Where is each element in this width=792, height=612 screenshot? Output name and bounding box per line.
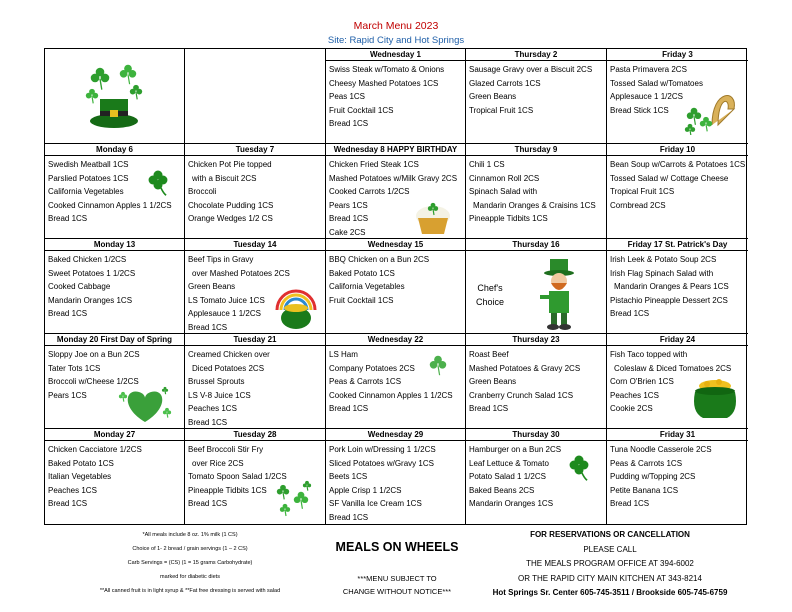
menu-items (185, 60, 325, 62)
menu-items (466, 61, 606, 117)
menu-item: Italian Vegetables (48, 472, 112, 482)
reservation-line: THE MEALS PROGRAM OFFICE AT 394-6002 (526, 559, 694, 568)
cupcake-icon (412, 194, 454, 239)
menu-item: Irish Flag Spinach Salad with (610, 268, 714, 278)
menu-item: Brussel Sprouts (188, 377, 245, 387)
day-header: Wednesday 1 (326, 49, 465, 61)
menu-item: Apple Crisp 1 1/2CS (329, 485, 402, 495)
menu-item: Applesauce 1 1/2CS (188, 309, 261, 319)
site-subtitle: Site: Rapid City and Hot Springs (327, 35, 465, 46)
menu-item: Bean Soup w/Carrots & Potatoes 1CS (610, 160, 746, 169)
day-header: Friday 31 (607, 429, 748, 441)
menu-items (326, 251, 465, 307)
menu-item: Sliced Potatoes w/Gravy 1CS (329, 458, 434, 468)
menu-item: Fruit Cocktail 1CS (329, 295, 394, 305)
day-header: Thursday 2 (466, 49, 606, 61)
day-header: Tuesday 21 (185, 334, 325, 346)
menu-item: Baked Potato 1CS (329, 268, 395, 278)
day-header: Wednesday 15 (326, 239, 465, 251)
menu-items (326, 61, 465, 131)
menu-item: Bread 1CS (329, 512, 369, 522)
menu-item: Cooked Cinnamon Apples 1 1/2CS (329, 390, 453, 400)
day-header: Friday 24 (607, 334, 748, 346)
menu-item: Baked Chicken 1/2CS (48, 255, 127, 264)
menu-item: Cake 2CS (329, 227, 366, 237)
menu-item: Peas & Carrots 1CS (329, 377, 402, 387)
menu-item: Bread 1CS (329, 404, 369, 414)
menu-item: Tropical Fruit 1CS (610, 187, 675, 197)
day-cell (326, 429, 466, 524)
menu-item: SF Vanilla Ice Cream 1CS (329, 499, 422, 509)
menu-item: Orange Wedges 1/2 CS (188, 214, 273, 224)
menu-item: Chocolate Pudding 1CS (188, 200, 274, 210)
menu-item: Pistachio Pineapple Dessert 2CS (610, 295, 728, 305)
day-header: Thursday 23 (466, 334, 606, 346)
menu-item: Tossed Salad w/ Cottage Cheese (610, 173, 729, 183)
day-cell (45, 334, 185, 429)
menu-item: Mandarin Oranges 1CS (48, 295, 133, 305)
menu-item: Peaches 1CS (48, 485, 97, 495)
menu-item: Chicken Fried Steak 1CS (329, 160, 419, 169)
menu-calendar (44, 48, 747, 525)
day-header: Thursday 30 (466, 429, 606, 441)
menu-item: Baked Potato 1CS (48, 458, 114, 468)
menu-item: with a Biscuit 2CS (192, 173, 257, 183)
menu-item: Bread 1CS (48, 309, 88, 319)
menu-item: Pears 1CS (329, 200, 368, 210)
menu-item: Mashed Potatoes w/Milk Gravy 2CS (329, 173, 458, 183)
menu-item: Cheesy Mashed Potatoes 1CS (329, 78, 439, 88)
menu-item: Beets 1CS (329, 472, 368, 482)
menu-item: Bread 1CS (188, 322, 228, 332)
day-cell (185, 334, 326, 429)
menu-item: Green Beans (469, 92, 517, 102)
program-name: MEALS ON WHEELS (335, 540, 459, 554)
menu-item: Tropical Fruit 1CS (469, 105, 534, 115)
reservation-info (470, 528, 750, 601)
footer-note: Carb Servings = (CS) (1 = 15 grams Carbohydrate) (127, 560, 253, 566)
menu-item: Mashed Potatoes & Gravy 2CS (469, 363, 581, 373)
day-header: Wednesday 22 (326, 334, 465, 346)
rainbow-pot-icon (273, 284, 319, 334)
menu-items (326, 441, 465, 524)
menu-items (45, 441, 184, 511)
menu-item: Pudding w/Topping 2CS (610, 472, 696, 482)
menu-item: BBQ Chicken on a Bun 2CS (329, 255, 430, 264)
menu-item: Chicken Pot Pie topped (188, 160, 272, 169)
menu-item: Mandarin Oranges 1CS (469, 499, 554, 509)
menu-item: Tater Tots 1CS (48, 363, 101, 373)
menu-item: Sloppy Joe on a Bun 2CS (48, 350, 140, 359)
day-cell (466, 144, 607, 239)
menu-item: Petite Banana 1CS (610, 485, 679, 495)
day-cell (185, 429, 326, 524)
menu-item: Spinach Salad with (469, 187, 538, 197)
menu-item: over Rice 2CS (192, 458, 244, 468)
day-header: Monday 20 First Day of Spring (45, 334, 184, 346)
day-cell (466, 239, 607, 334)
clover-icon (561, 447, 601, 496)
day-cell (185, 144, 326, 239)
day-header: Monday 13 (45, 239, 184, 251)
day-cell (326, 239, 466, 334)
menu-item: Corn O'Brien 1CS (610, 377, 674, 387)
menu-items (185, 156, 325, 226)
footer-note: *All meals include 8 oz. 1% milk (1 CS) (142, 532, 238, 538)
clover-icon (140, 162, 180, 211)
menu-item: Bread 1CS (610, 499, 650, 509)
footer-notes (60, 528, 320, 598)
menu-item: Green Beans (469, 377, 517, 387)
day-cell (466, 49, 607, 144)
day-cell (607, 429, 748, 524)
menu-item: Cooked Cinnamon Apples 1 1/2CS (48, 200, 172, 210)
menu-item: Peas 1CS (329, 92, 366, 102)
day-header: Thursday 9 (466, 144, 606, 156)
menu-item: Cornbread 2CS (610, 200, 666, 210)
menu-item: Peaches 1CS (188, 404, 237, 414)
menu-item: California Vegetables (329, 282, 405, 292)
menu-item: Pineapple Tidbits 1CS (188, 485, 267, 495)
menu-item: Bread 1CS (188, 499, 228, 509)
footer-note: **All canned fruit is in light syrup & **Fat free dressing is served with salad (99, 588, 281, 594)
menu-item: Peas & Carrots 1CS (610, 458, 683, 468)
menu-items (45, 251, 184, 321)
menu-items (607, 156, 748, 212)
day-cell (185, 239, 326, 334)
menu-items (466, 251, 606, 253)
day-header: Friday 10 (607, 144, 748, 156)
menu-item: Peaches 1CS (610, 390, 659, 400)
day-cell (45, 239, 185, 334)
menu-item: Company Potatoes 2CS (329, 363, 415, 373)
day-cell (45, 144, 185, 239)
menu-item: Swiss Steak w/Tomato & Onions (329, 65, 445, 74)
reservation-line: PLEASE CALL (583, 544, 637, 554)
menu-item: LS Ham (329, 350, 358, 359)
day-cell (45, 49, 185, 144)
menu-items (607, 251, 748, 321)
menu-item: Fruit Cocktail 1CS (329, 105, 394, 115)
day-cell (185, 49, 326, 144)
day-header (45, 49, 184, 60)
menu-items (466, 346, 606, 416)
day-header: Tuesday 7 (185, 144, 325, 156)
notice-line: CHANGE WITHOUT NOTICE*** (342, 587, 452, 596)
footer-note: marked for diabetic diets (160, 574, 220, 580)
menu-item: Beef Tips in Gravy (188, 255, 254, 264)
day-header (185, 49, 325, 60)
day-header: Wednesday 8 HAPPY BIRTHDAY (326, 144, 465, 156)
menu-item: Parslied Potatoes 1CS (48, 173, 129, 183)
menu-item: Bread Stick 1CS (610, 105, 669, 115)
menu-item: Mandarin Oranges & Pears 1CS (614, 282, 729, 292)
menu-item: Coleslaw & Diced Tomatoes 2CS (614, 363, 732, 373)
reservation-line: Hot Springs Sr. Center 605-745-3511 / Brookside 605-745-6759 (492, 588, 728, 597)
menu-item: Cranberry Crunch Salad 1CS (469, 390, 574, 400)
menu-item: Leaf Lettuce & Tomato (469, 458, 549, 468)
menu-item: Pears 1CS (48, 390, 87, 400)
day-header: Friday 17 St. Patrick's Day (607, 239, 748, 251)
menu-item: Sweet Potatoes 1 1/2CS (48, 268, 136, 278)
menu-item: LS V-8 Juice 1CS (188, 390, 251, 400)
notice-line: ***MENU SUBJECT TO (357, 574, 437, 583)
day-cell (326, 49, 466, 144)
reservation-heading: FOR RESERVATIONS OR CANCELLATION (530, 530, 690, 539)
menu-item: Bread 1CS (610, 309, 650, 319)
menu-item: Bread 1CS (329, 214, 369, 224)
menu-item: Pork Loin w/Dressing 1 1/2CS (329, 445, 436, 454)
menu-item: Chili 1 CS (469, 160, 505, 169)
menu-item: Bread 1CS (329, 119, 369, 129)
menu-item: Cooked Cabbage (48, 282, 111, 292)
menu-item: Baked Beans 2CS (469, 485, 535, 495)
menu-item: Cinnamon Roll 2CS (469, 173, 540, 183)
menu-notice (322, 572, 472, 598)
menu-item: Fish Taco topped with (610, 350, 688, 359)
menu-items (466, 156, 606, 226)
menu-item: Bread 1CS (469, 404, 509, 414)
chefs-choice (476, 281, 504, 309)
chefs-choice-line: Chef's (477, 283, 503, 293)
menu-item: Pineapple Tidbits 1CS (469, 214, 548, 224)
menu-item: Tuna Noodle Casserole 2CS (610, 445, 712, 454)
menu-item: Creamed Chicken over (188, 350, 270, 359)
day-cell (607, 334, 748, 429)
shamrock-cluster-icon (271, 479, 317, 524)
day-header: Wednesday 29 (326, 429, 465, 441)
day-cell (466, 429, 607, 524)
menu-item: Hamburger on a Bun 2CS (469, 445, 562, 454)
day-cell (326, 144, 466, 239)
menu-item: Potato Salad 1 1/2CS (469, 472, 546, 482)
footer-note: Choice of 1- 2 bread / grain servings (1 – 2 CS) (132, 546, 248, 552)
menu-item: Sausage Gravy over a Biscuit 2CS (469, 65, 593, 74)
shamrock-hat-icon (80, 61, 150, 138)
day-cell (466, 334, 607, 429)
day-cell (326, 334, 466, 429)
menu-item: Diced Potatoes 2CS (192, 363, 265, 373)
shamrock-icon (421, 348, 457, 393)
day-cell (607, 239, 748, 334)
day-cell (607, 144, 748, 239)
menu-items (185, 346, 325, 429)
reservation-line: OR THE RAPID CITY MAIN KITCHEN AT 343-8214 (518, 573, 702, 583)
day-header: Monday 6 (45, 144, 184, 156)
menu-item: LS Tomato Juice 1CS (188, 295, 265, 305)
menu-item: California Vegetables (48, 187, 124, 197)
menu-item: Bread 1CS (48, 214, 88, 224)
clover-heart-icon (115, 382, 175, 429)
day-header: Thursday 16 (466, 239, 606, 251)
menu-item: Bread 1CS (48, 499, 88, 509)
menu-title: March Menu 2023 (353, 20, 439, 32)
menu-item: Mandarin Oranges & Craisins 1CS (473, 200, 596, 210)
menu-item: Irish Leek & Potato Soup 2CS (610, 255, 717, 264)
menu-item: Cooked Carrots 1/2CS (329, 187, 410, 197)
menu-item: Broccoli w/Cheese 1/2CS (48, 377, 139, 387)
day-header: Tuesday 28 (185, 429, 325, 441)
menu-item: Roast Beef (469, 350, 509, 359)
day-cell (607, 49, 748, 144)
menu-item: Tomato Spoon Salad 1/2CS (188, 472, 287, 482)
menu-item: Broccoli (188, 187, 217, 197)
menu-item: Bread 1CS (188, 417, 228, 427)
menu-item: Green Beans (188, 282, 236, 292)
horseshoe-icon (682, 79, 742, 140)
day-header: Monday 27 (45, 429, 184, 441)
menu-item: over Mashed Potatoes 2CS (192, 268, 290, 278)
menu-item: Swedish Meatball 1CS (48, 160, 129, 169)
menu-item: Cookie 2CS (610, 404, 653, 414)
menu-item: Beef Broccoli Stir Fry (188, 445, 264, 454)
day-header: Tuesday 14 (185, 239, 325, 251)
pot-of-gold-icon (689, 376, 741, 425)
menu-item: Tossed Salad w/Tomatoes (610, 78, 703, 88)
menu-items (607, 441, 748, 511)
day-cell (45, 429, 185, 524)
menu-item: Chicken Cacciatore 1/2CS (48, 445, 142, 454)
day-header: Friday 3 (607, 49, 748, 61)
menu-item: Glazed Carrots 1CS (469, 78, 541, 88)
chefs-choice-line: Choice (476, 297, 505, 307)
menu-item: Pasta Primavera 2CS (610, 65, 687, 74)
menu-item: Applesauce 1 1/2CS (610, 92, 683, 102)
leprechaun-icon (536, 257, 584, 334)
